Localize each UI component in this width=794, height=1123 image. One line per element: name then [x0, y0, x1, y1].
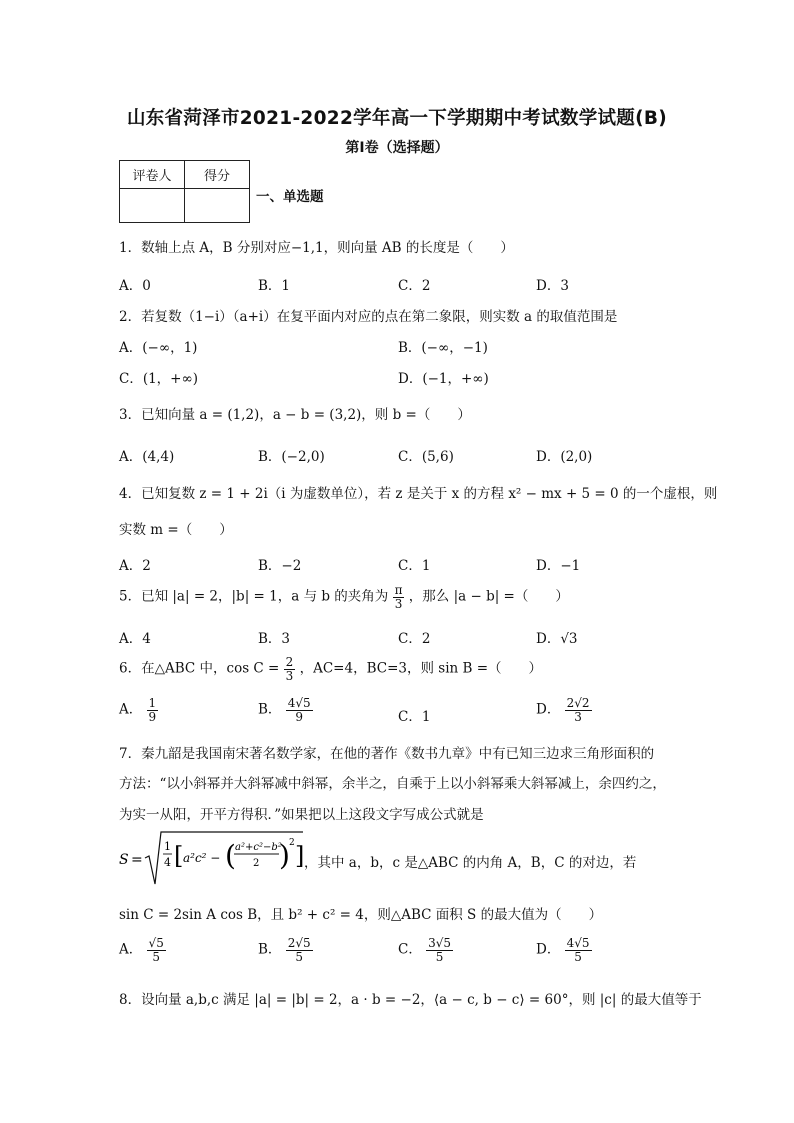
q6-option-d-num: 2√2	[566, 696, 590, 710]
svg-text:[: [	[174, 842, 184, 870]
grader-header-reviewer: 评卷人	[120, 161, 185, 189]
q7-option-b-frac	[286, 937, 313, 963]
question-7-line-3: 为实一从阳，开平方得积．”如果把以上这段文字写成公式就是	[119, 807, 484, 823]
question-4-stem-cont: 实数 m =（ ）	[119, 522, 233, 538]
q6-frac-num: 2	[285, 655, 294, 669]
svg-text:S: S	[119, 852, 129, 868]
grader-table	[119, 160, 250, 223]
svg-text:4: 4	[164, 856, 171, 869]
q6-option-b-label: B．	[258, 701, 282, 718]
svg-text:2: 2	[289, 838, 295, 848]
grader-cell-reviewer	[120, 189, 185, 223]
q7-option-d-num: 4√5	[566, 936, 590, 950]
q2-option-d: D．(−1，+∞)	[398, 371, 489, 387]
section-heading: 一、单选题	[256, 189, 324, 205]
q6-stem-part-a: 6．在△ABC 中，cos C =	[119, 660, 280, 677]
q6-option-b-frac	[286, 697, 313, 723]
q6-option-b	[258, 697, 313, 723]
grader-cell-score	[185, 189, 250, 223]
question-8-stem: 8．设向量 a,b,c 满足 |a| = |b| = 2，a · b = −2，⟨a − c, b − c⟩ = 60°，则 |c| 的最大值等于	[119, 992, 702, 1008]
svg-text:2: 2	[253, 858, 260, 869]
question-6-stem	[119, 656, 542, 682]
q6-option-b-num: 4√5	[287, 696, 311, 710]
svg-text:a²c² −: a²c² −	[183, 851, 221, 865]
q7-option-a-frac	[147, 937, 166, 963]
q7-option-d-den: 5	[574, 949, 582, 964]
q7-option-c-den: 5	[435, 949, 444, 964]
q5-option-b: B．3	[258, 631, 291, 647]
q1-option-d: D．3	[536, 278, 569, 294]
page-subtitle: 第I卷（选择题）	[345, 140, 449, 156]
heron-formula	[119, 828, 309, 890]
q7-option-c	[398, 937, 453, 963]
svg-text:): )	[279, 839, 290, 872]
question-7-line-1: 7．秦九韶是我国南宋著名数学家，在他的著作《数书九章》中有已知三边求三角形面积的	[119, 746, 655, 762]
question-1-stem: 1．数轴上点 A，B 分别对应−1,1，则向量 AB 的长度是（ ）	[119, 240, 514, 256]
question-5-stem	[119, 584, 569, 610]
grader-header-score: 得分	[185, 161, 250, 189]
svg-text:a²+c²−b²: a²+c²−b²	[235, 842, 282, 853]
q1-option-a: A．0	[119, 278, 151, 294]
q7-option-c-label: C．	[398, 941, 422, 958]
q5-stem-part-a: 5．已知 |a| = 2，|b| = 1，a 与 b 的夹角为	[119, 588, 389, 605]
q7-option-d	[536, 937, 592, 963]
q6-option-a-label: A．	[119, 701, 143, 718]
q5-fraction	[393, 584, 405, 610]
q7-option-b	[258, 937, 313, 963]
q6-option-b-den: 9	[295, 709, 303, 724]
q7-option-c-num: 3√5	[428, 936, 452, 950]
q5-option-d: D．√3	[536, 631, 578, 647]
q7-option-c-frac	[426, 937, 453, 963]
q6-option-d-label: D．	[536, 701, 561, 718]
q6-option-a-den: 9	[148, 709, 157, 724]
q1-option-c: C．2	[398, 278, 431, 294]
q6-stem-part-b: ，AC=4，BC=3，则 sin B =（ ）	[299, 660, 543, 677]
q7-option-d-label: D．	[536, 941, 561, 958]
q4-option-b: B．−2	[258, 558, 302, 574]
q6-option-a-frac	[147, 697, 159, 723]
q3-option-d: D．(2,0)	[536, 449, 593, 465]
q7-option-a-den: 5	[152, 949, 160, 964]
q5-option-a: A．4	[119, 631, 151, 647]
q7-option-d-frac	[565, 937, 592, 963]
q6-option-a	[119, 697, 158, 723]
q3-option-b: B．(−2,0)	[258, 449, 325, 465]
question-2-stem: 2．若复数（1−i）（a+i）在复平面内对应的点在第二象限，则实数 a 的取值范围是	[119, 309, 618, 325]
svg-text:=: =	[131, 852, 143, 868]
q7-option-b-num: 2√5	[287, 936, 311, 950]
question-7-line-5: sin C = 2sin A cos B，且 b² + c² = 4，则△ABC 面积 S 的最大值为（ ）	[119, 907, 603, 923]
q7-option-a-num: √5	[148, 936, 164, 950]
q2-option-c: C．(1，+∞)	[119, 371, 199, 387]
q2-option-b: B．(−∞，−1)	[398, 340, 488, 356]
q6-option-d-den: 3	[574, 709, 582, 724]
q5-frac-num: π	[394, 583, 403, 597]
q7-option-b-label: B．	[258, 941, 282, 958]
q5-frac-den: 3	[394, 596, 403, 611]
q4-option-a: A．2	[119, 558, 151, 574]
q4-option-d: D．−1	[536, 558, 581, 574]
q3-option-a: A．(4,4)	[119, 449, 175, 465]
q7-option-a	[119, 937, 166, 963]
q6-fraction	[284, 656, 296, 682]
page-title: 山东省菏泽市2021-2022学年高一下学期期中考试数学试题(B)	[126, 108, 668, 129]
q6-option-a-num: 1	[148, 696, 157, 710]
svg-text:(: (	[225, 839, 236, 872]
question-7-line-2: 方法：“以小斜幂并大斜幂减中斜幂，余半之，自乘于上以小斜幂乘大斜幂减上，余四约之，	[119, 776, 666, 792]
question-7-formula-tail: ，其中 a，b，c 是△ABC 的内角 A，B，C 的对边，若	[304, 855, 637, 871]
svg-text:]: ]	[295, 842, 305, 870]
q6-option-d	[536, 697, 592, 723]
q7-option-b-den: 5	[295, 949, 303, 964]
question-3-stem: 3．已知向量 a = (1,2)，a − b = (3,2)，则 b =（ ）	[119, 407, 471, 423]
q6-option-d-frac	[565, 697, 592, 723]
svg-text:1: 1	[164, 840, 171, 853]
q5-stem-part-b: ，那么 |a − b| =（ ）	[408, 588, 569, 605]
q6-frac-den: 3	[285, 668, 294, 683]
q4-option-c: C．1	[398, 558, 431, 574]
question-4-stem: 4．已知复数 z = 1 + 2i（i 为虚数单位），若 z 是关于 x 的方程 x² − mx + 5 = 0 的一个虚根，则	[119, 486, 718, 502]
q5-option-c: C．2	[398, 631, 431, 647]
q1-option-b: B．1	[258, 278, 291, 294]
q7-option-a-label: A．	[119, 941, 143, 958]
q3-option-c: C．(5,6)	[398, 449, 454, 465]
q2-option-a: A．(−∞，1)	[119, 340, 198, 356]
q6-option-c: C．1	[398, 709, 431, 725]
